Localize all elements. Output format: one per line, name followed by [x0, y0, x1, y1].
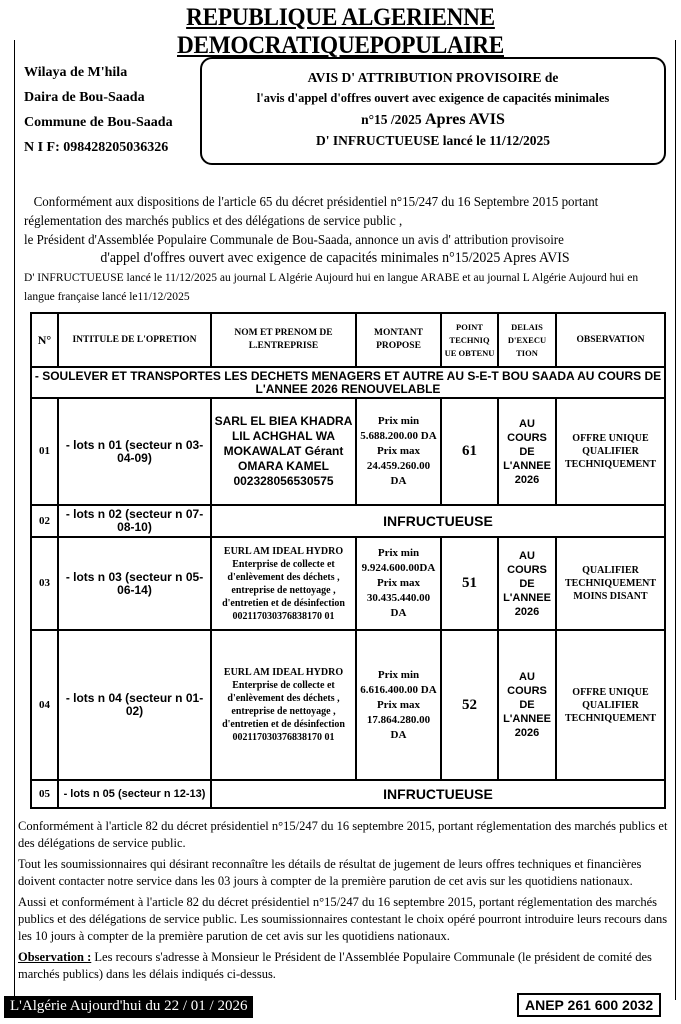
col-header-entreprise: NOM ET PRENOM DE L.ENTREPRISE [211, 313, 356, 367]
intro-paragraph [24, 192, 646, 306]
col-header-observation: OBSERVATION [556, 313, 665, 367]
avis-line-2: l'avis d'appel d'offres ouvert avec exigence de capacités minimales [256, 91, 610, 105]
issuer-info [24, 60, 173, 160]
status-infructueuse: INFRUCTUEUSE [211, 505, 665, 537]
note-3: Aussi et conformément à l'article 82 du décret présidentiel n°15/247 du 16 septembre 2015, portant réglementation des marchés publics et des délégations de service public. Les soumissionnaires contestant le choix opéré pourront introduire leurs recours dans les 10 jours à compter de la première parution de cet avis sur les quotidiens nationaux. [18, 895, 668, 943]
avis-line-1: AVIS D' ATTRIBUTION PROVISOIRE de [307, 70, 559, 85]
observation-text: Les recours s'adresse à Monsieur le Président de l'Assemblée Populaire Communale (le président de comité des marchés publics) dans les délais indiqués ci-dessus. [18, 950, 652, 981]
col-header-delais: DELAIS D'EXECU TION [498, 313, 556, 367]
intro-p2: le Président d'Assemblée Populaire Communale de Bou-Saada, annonce un avis d' attribution provisoire [24, 232, 564, 247]
table-row [31, 537, 665, 630]
amount [356, 398, 441, 505]
price-max: Prix max 24.459.260.00 DA [366, 445, 431, 487]
avis-apres: Apres AVIS [425, 111, 505, 128]
execution-delay: AU COURS DE L'ANNEE 2026 [498, 537, 556, 630]
execution-delay: AU COURS DE L'ANNEE 2026 [498, 630, 556, 780]
page-title: REPUBLIQUE ALGERIENNE DEMOCRATIQUEPOPULAIRE [177, 4, 504, 59]
table-row [31, 780, 665, 808]
table-row [31, 630, 665, 780]
execution-delay: AU COURS DE L'ANNEE 2026 [498, 398, 556, 505]
company-name: EURL AM IDEAL HYDRO Enterprise de collecte et d'enlèvement des déchets , entreprise de nettoyage , d'entretien et de désinfection 002117030376838170 01 [211, 537, 356, 630]
row-number: 04 [31, 630, 58, 780]
price-min: Prix min 5.688.200.00 DA [360, 415, 437, 442]
technical-score: 51 [441, 537, 498, 630]
company-name: SARL EL BIEA KHADRA LIL ACHGHAL WA MOKAWALAT Gérant OMARA KAMEL 002328056530575 [211, 398, 356, 505]
col-header-point: POINT TECHNIQ UE OBTENU [441, 313, 498, 367]
technical-score: 61 [441, 398, 498, 505]
observation: OFFRE UNIQUE QUALIFIER TECHNIQUEMENT [556, 398, 665, 505]
avis-line-3 [202, 109, 664, 130]
lot-name: - lots n 05 (secteur n 12-13) [58, 780, 211, 808]
company-name: EURL AM IDEAL HYDRO Enterprise de collecte et d'enlèvement des déchets , entreprise de nettoyage , d'entretien et de désinfection 002117030376838170 01 [211, 630, 356, 780]
nif: N I F: 098428205036326 [24, 140, 169, 155]
note-1: Conformément à l'article 82 du décret présidentiel n°15/247 du 16 septembre 2015, portant réglementation des marchés publics et des délégations de service public. [18, 819, 668, 850]
amount [356, 630, 441, 780]
table-row [31, 398, 665, 505]
attribution-table [30, 312, 666, 809]
intro-p4: D' INFRUCTUEUSE lancé le 11/12/2025 au journal L Algérie Aujourd hui en langue ARABE et au journal L Algérie Aujourd hui en langue française lancé le11/12/2025 [24, 270, 639, 303]
amount [356, 537, 441, 630]
legal-notes [18, 818, 673, 987]
price-max: Prix max 17.864.280.00 DA [366, 698, 431, 741]
section-title: - SOULEVER ET TRANSPORTES LES DECHETS MENAGERS ET AUTRE AU S-E-T BOU SAADA AU COURS DE L'ANNEE 2026 RENOUVELABLE [31, 367, 665, 398]
price-min: Prix min 6.616.400.00 DA [360, 668, 437, 696]
col-header-montant: MONTANT PROPOSE [356, 313, 441, 367]
col-header-n: N° [31, 313, 58, 367]
anep-reference: ANEP 261 600 2032 [517, 993, 661, 1017]
intro-p1: Conformément aux dispositions de l'article 65 du décret présidentiel n°15/247 du 16 Septembre 2015 portant réglementation des marchés publics et des délégations de service public , [24, 194, 599, 228]
lot-name: - lots n 02 (secteur n 07-08-10) [58, 505, 211, 537]
lot-name: - lots n 04 (secteur n 01-02) [58, 630, 211, 780]
daira: Daira de Bou-Saada [24, 90, 145, 105]
col-header-intitule: INTITULE DE L'OPRETION [58, 313, 211, 367]
price-max: Prix max 30.435.440.00 DA [366, 577, 431, 619]
observation: QUALIFIER TECHNIQUEMENT MOINS DISANT [556, 537, 665, 630]
section-row [31, 367, 665, 398]
observation: OFFRE UNIQUE QUALIFIER TECHNIQUEMENT [556, 630, 665, 780]
note-observation [18, 949, 673, 983]
technical-score: 52 [441, 630, 498, 780]
wilaya: Wilaya de M'hila [24, 65, 128, 80]
row-number: 05 [31, 780, 58, 808]
status-infructueuse: INFRUCTUEUSE [211, 780, 665, 808]
observation-label: Observation : [18, 950, 92, 964]
row-number: 01 [31, 398, 58, 505]
avis-number: n°15 /2025 [361, 112, 422, 127]
lot-name: - lots n 03 (secteur n 05-06-14) [58, 537, 211, 630]
note-2: Tout les soumissionnaires qui désirant reconnaître les détails de résultat de jugement de leurs offres techniques et financières doivent contacter notre service dans les 03 jours à compter de la première parution de cet avis sur les quotidiens nationaux. [18, 857, 642, 888]
table-header-row [31, 313, 665, 367]
intro-p3: d'appel d'offres ouvert avec exigence de capacités minimales n°15/2025 Apres AVIS [100, 250, 570, 266]
table-row [31, 505, 665, 537]
lot-name: - lots n 01 (secteur n 03-04-09) [58, 398, 211, 505]
journal-date-label: L'Algérie Aujourd'hui du 22 / 01 / 2026 [4, 996, 253, 1018]
avis-line-4: D' INFRUCTUEUSE lancé le 11/12/2025 [315, 133, 550, 148]
price-min: Prix min 9.924.600.00DA [361, 547, 436, 574]
commune: Commune de Bou-Saada [24, 115, 173, 130]
notice-title-box [200, 57, 666, 165]
row-number: 03 [31, 537, 58, 630]
row-number: 02 [31, 505, 58, 537]
